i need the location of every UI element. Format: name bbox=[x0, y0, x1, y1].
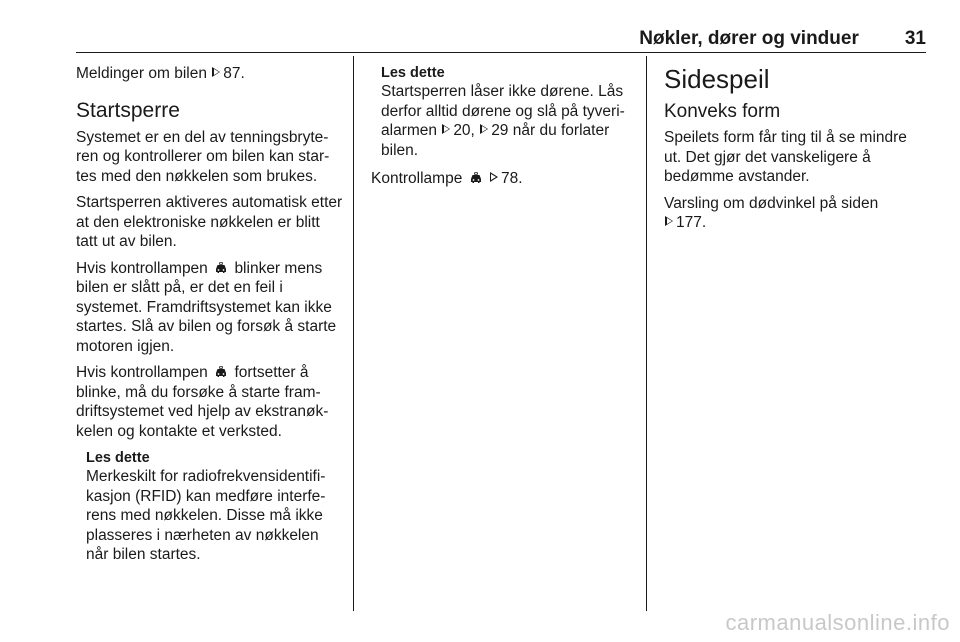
note-title: Les dette bbox=[86, 450, 150, 466]
section-heading-startsperre: Startsperre bbox=[76, 98, 180, 122]
column-middle bbox=[371, 64, 639, 196]
immobiliser-icon bbox=[469, 172, 483, 184]
column-left bbox=[76, 64, 344, 565]
immobiliser-icon bbox=[214, 262, 228, 274]
note-body: Merkeskilt for radiofrekvensidentifi-kasjon (RFID) kan medføre interfe-rens med nøkkelen. Disse må ikke plasseres i nærheten av nøkkelen når bilen startes. bbox=[86, 468, 326, 563]
subsection-title-konveks-form: Konveks form bbox=[664, 101, 781, 122]
xref-icon bbox=[665, 216, 673, 226]
header-rule bbox=[76, 52, 926, 53]
note-rfid bbox=[86, 449, 344, 565]
paragraph-blind-spot: Varsling om dødvinkel på siden 177. bbox=[664, 194, 879, 231]
column-divider-right bbox=[646, 56, 647, 611]
immobiliser-icon bbox=[214, 366, 228, 378]
page-header bbox=[76, 28, 926, 50]
paragraph-4: Hvis kontrollampen fortsetter å blinke, må du forsøke å starte fram-driftsystemet ved hjelp av ekstranøk-kelen og kontakte et verksted. bbox=[76, 364, 329, 440]
note-title: Les dette bbox=[381, 65, 445, 81]
paragraph-1: Systemet er en del av tenningsbryte-ren og kontrollerer om bilen kan star-tes med den nøkkelen som brukes. bbox=[76, 128, 330, 185]
note-doors bbox=[381, 64, 639, 160]
column-divider-left bbox=[353, 56, 354, 611]
intro-paragraph: Meldinger om bilen 87. bbox=[76, 65, 245, 82]
chapter-title: Nøkler, dører og vinduer bbox=[639, 28, 859, 49]
section-title-sidespeil: Sidespeil bbox=[664, 64, 770, 94]
paragraph-3: Hvis kontrollampen blinker mens bilen er slått på, er det en feil i systemet. Framdriftsystemet kan ikke startes. Slå av bilen og forsøk å starte motoren igjen. bbox=[76, 259, 337, 355]
note-body: Startsperren låser ikke dørene. Lås derfor alltid dørene og slå på tyveri-alarmen 20, 29 når du forlater bilen. bbox=[381, 83, 625, 159]
watermark: carmanualsonline.info bbox=[725, 610, 950, 635]
xref-icon bbox=[212, 67, 220, 77]
paragraph-2: Startsperren aktiveres automatisk etter at den elektroniske nøkkelen er blitt tatt ut av bilen. bbox=[76, 194, 343, 250]
page-number: 31 bbox=[904, 28, 926, 49]
xref-icon bbox=[442, 124, 450, 134]
xref-icon bbox=[480, 124, 488, 134]
paragraph-mirror-shape: Speilets form får ting til å se mindre ut. Det gjør det vanskeligere å bedømme avstander. bbox=[664, 129, 907, 185]
xref-icon bbox=[490, 172, 498, 182]
control-lamp-paragraph: Kontrollampe 78. bbox=[371, 170, 523, 187]
column-right bbox=[664, 64, 926, 240]
